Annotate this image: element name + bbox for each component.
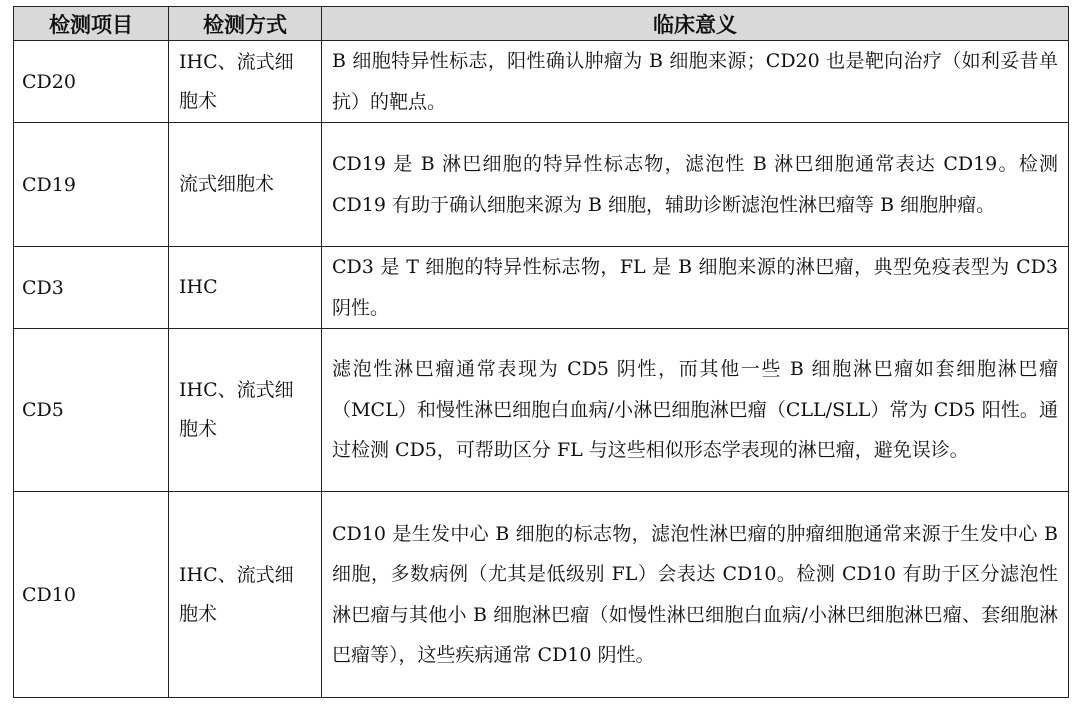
header-meaning: 临床意义	[322, 7, 1069, 41]
cell-item: CD19	[14, 123, 169, 247]
cell-method: IHC	[169, 247, 322, 329]
table-row	[14, 123, 1069, 247]
table-row	[14, 492, 1069, 698]
cell-meaning: CD10 是生发中心 B 细胞的标志物，滤泡性淋巴瘤的肿瘤细胞通常来源于生发中心 B 细胞，多数病例（尤其是低级别 FL）会表达 CD10。检测 CD10 有助于区分滤泡性淋巴瘤与其他小 B 细胞淋巴瘤（如慢性淋巴细胞白血病/小淋巴细胞淋巴瘤、套细胞淋巴瘤等），这些疾病通常 CD10 阴性。	[322, 492, 1069, 698]
document-page	[13, 6, 1068, 698]
table-row	[14, 41, 1069, 123]
cell-method: IHC、流式细胞术	[169, 41, 322, 123]
cell-method: IHC、流式细胞术	[169, 329, 322, 492]
header-item: 检测项目	[14, 7, 169, 41]
table-row	[14, 329, 1069, 492]
table-header	[14, 7, 1069, 41]
cell-method: 流式细胞术	[169, 123, 322, 247]
cell-meaning: CD19 是 B 淋巴细胞的特异性标志物，滤泡性 B 淋巴细胞通常表达 CD19。检测 CD19 有助于确认细胞来源为 B 细胞，辅助诊断滤泡性淋巴瘤等 B 细胞肿瘤。	[322, 123, 1069, 247]
cell-item: CD3	[14, 247, 169, 329]
cell-method: IHC、流式细胞术	[169, 492, 322, 698]
header-row	[14, 7, 1069, 41]
cell-item: CD10	[14, 492, 169, 698]
cell-meaning: 滤泡性淋巴瘤通常表现为 CD5 阴性，而其他一些 B 细胞淋巴瘤如套细胞淋巴瘤（MCL）和慢性淋巴细胞白血病/小淋巴细胞淋巴瘤（CLL/SLL）常为 CD5 阳性。通过检测 CD5，可帮助区分 FL 与这些相似形态学表现的淋巴瘤，避免误诊。	[322, 329, 1069, 492]
cell-meaning: B 细胞特异性标志，阳性确认肿瘤为 B 细胞来源；CD20 也是靶向治疗（如利妥昔单抗）的靶点。	[322, 41, 1069, 123]
cell-item: CD5	[14, 329, 169, 492]
cell-item: CD20	[14, 41, 169, 123]
marker-table	[13, 6, 1069, 698]
table-body	[14, 41, 1069, 698]
header-method: 检测方式	[169, 7, 322, 41]
table-row	[14, 247, 1069, 329]
cell-meaning: CD3 是 T 细胞的特异性标志物，FL 是 B 细胞来源的淋巴瘤，典型免疫表型为 CD3 阴性。	[322, 247, 1069, 329]
